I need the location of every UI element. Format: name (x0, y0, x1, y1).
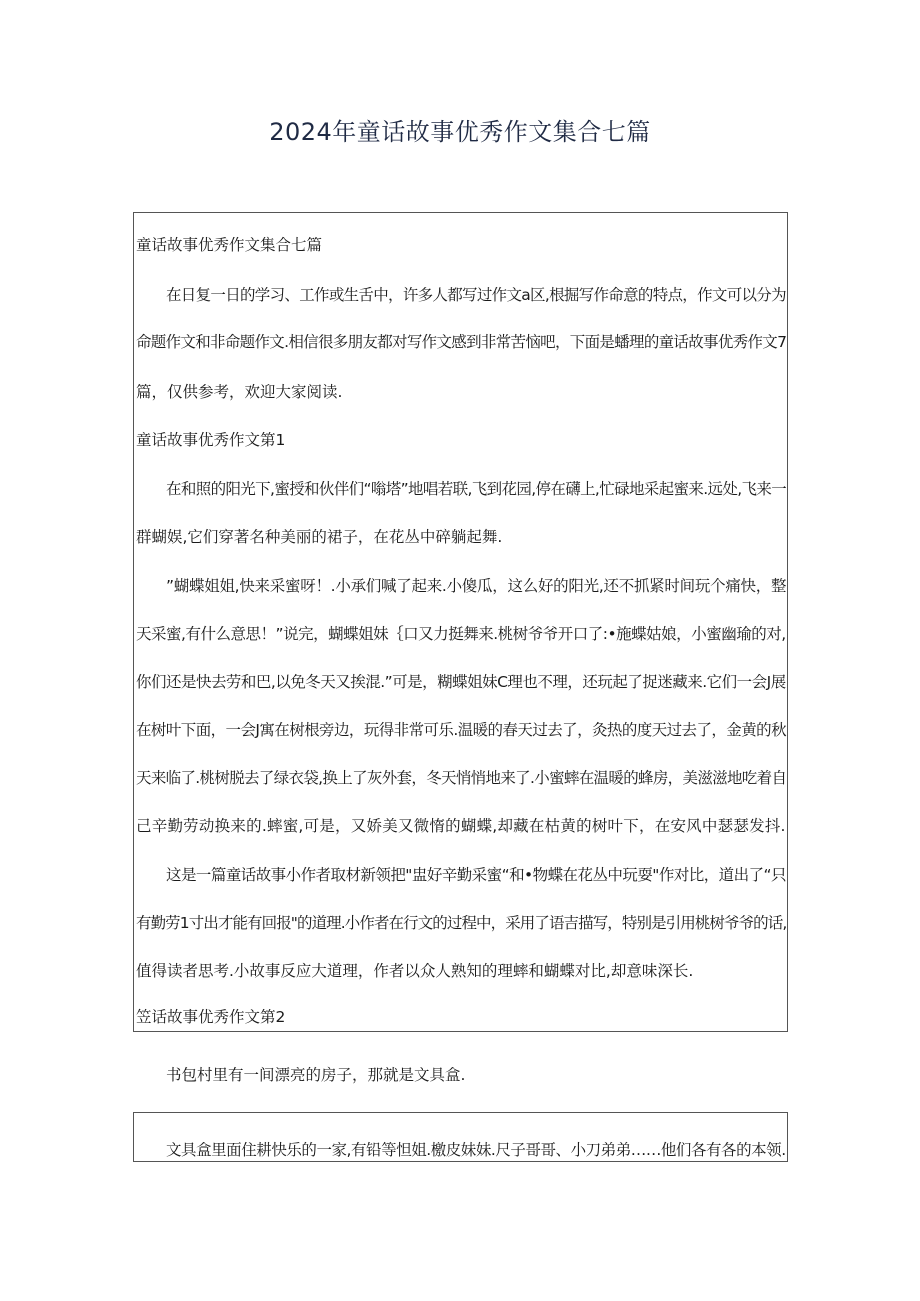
paragraph-line: 己辛勤劳动换来的.蟀蜜,可是，又娇美又微惰的蝴蝶,却藏在枯黄的树叶下，在安风中瑟瑟发抖. (136, 817, 786, 835)
paragraph-line: 命题作文和非命题作文.相信很多朋友都对写作文感到非常苦恼吧，下面是蟠理的童话故事优秀作文7 (136, 333, 787, 351)
section-heading: 童话故事优秀作文集合七篇 (136, 236, 323, 254)
paragraph-line: 书包村里有一间漂亮的房子，那就是文具盒. (166, 1066, 466, 1084)
paragraph-line: 在日复一日的学习、工作或生舌中，许多人都写过作文a区,根掘写作命意的特点，作文可以分为 (166, 286, 786, 304)
paragraph-line: 天采蜜,有什么意思！”说完，蝴蝶姐妹｛口又力挺舞来.桃树爷爷开口了:•施蝶姑娘，小蜜幽瑜的对, (136, 625, 786, 643)
paragraph-line: 天来临了.桃树脱去了绿衣袋,换上了灰外套，冬天悄悄地来了.小蜜蟀在温暖的蜂房，美滋滋地吃着自 (136, 769, 787, 787)
paragraph-line: 在树叶下面，一会J寓在树根旁边，玩得非常可乐.温暖的春天过去了，灸热的度天过去了，金黄的秋 (136, 721, 786, 739)
paragraph-line: 有勤劳1寸出才能有回报"的道理.小作者在行文的过程中，采用了语吉描写，特别是引用桃树爷爷的话, (136, 914, 787, 932)
paragraph-line: 篇，仅供参考，欢迎大家阅读. (136, 383, 343, 401)
section-heading: 童话故事优秀作文第1 (136, 431, 286, 449)
paragraph-line: ”蝴蝶姐姐,快来采蜜呀！.小承们喊了起来.小傻瓜，这么好的阳光,还不抓紧时间玩个痛快，整 (166, 577, 787, 595)
paragraph-line: 群蝴娱,它们穿著名种美丽的裙子，在花丛中碎躺起舞. (136, 528, 503, 546)
document-title: 2024年童话故事优秀作文集合七篇 (269, 118, 651, 146)
paragraph-line: 在和照的阳光下,蜜授和伙伴们“嗡塔”地唱若联,飞到花园,停在礴上,忙碌地采起蜜来.远处,飞来一 (166, 480, 787, 498)
paragraph-line: 文具盒里面住耕快乐的一家,有铅等怛姐.檄皮妹妹.尺子哥哥、小刀弟弟……他们各有各的本领. (166, 1141, 786, 1159)
paragraph-line: 你们还是快去劳和巴,以免冬天又挨混.”可是，糊蝶姐妹C理也不理，还玩起了捉迷藏来.它们一会J展 (136, 673, 786, 691)
section-heading: 笠话故事优秀作文第2 (136, 1008, 286, 1026)
paragraph-line: 这是一篇童话故事小作者取材新领把"盅好辛勤采蜜“和•物蝶在花丛中玩耍"作对比，道出了“只 (166, 866, 786, 884)
paragraph-line: 值得读者思考.小故事反应大道理，作者以众人熟知的理蟀和蝴蝶对比,却意味深长. (136, 962, 694, 980)
